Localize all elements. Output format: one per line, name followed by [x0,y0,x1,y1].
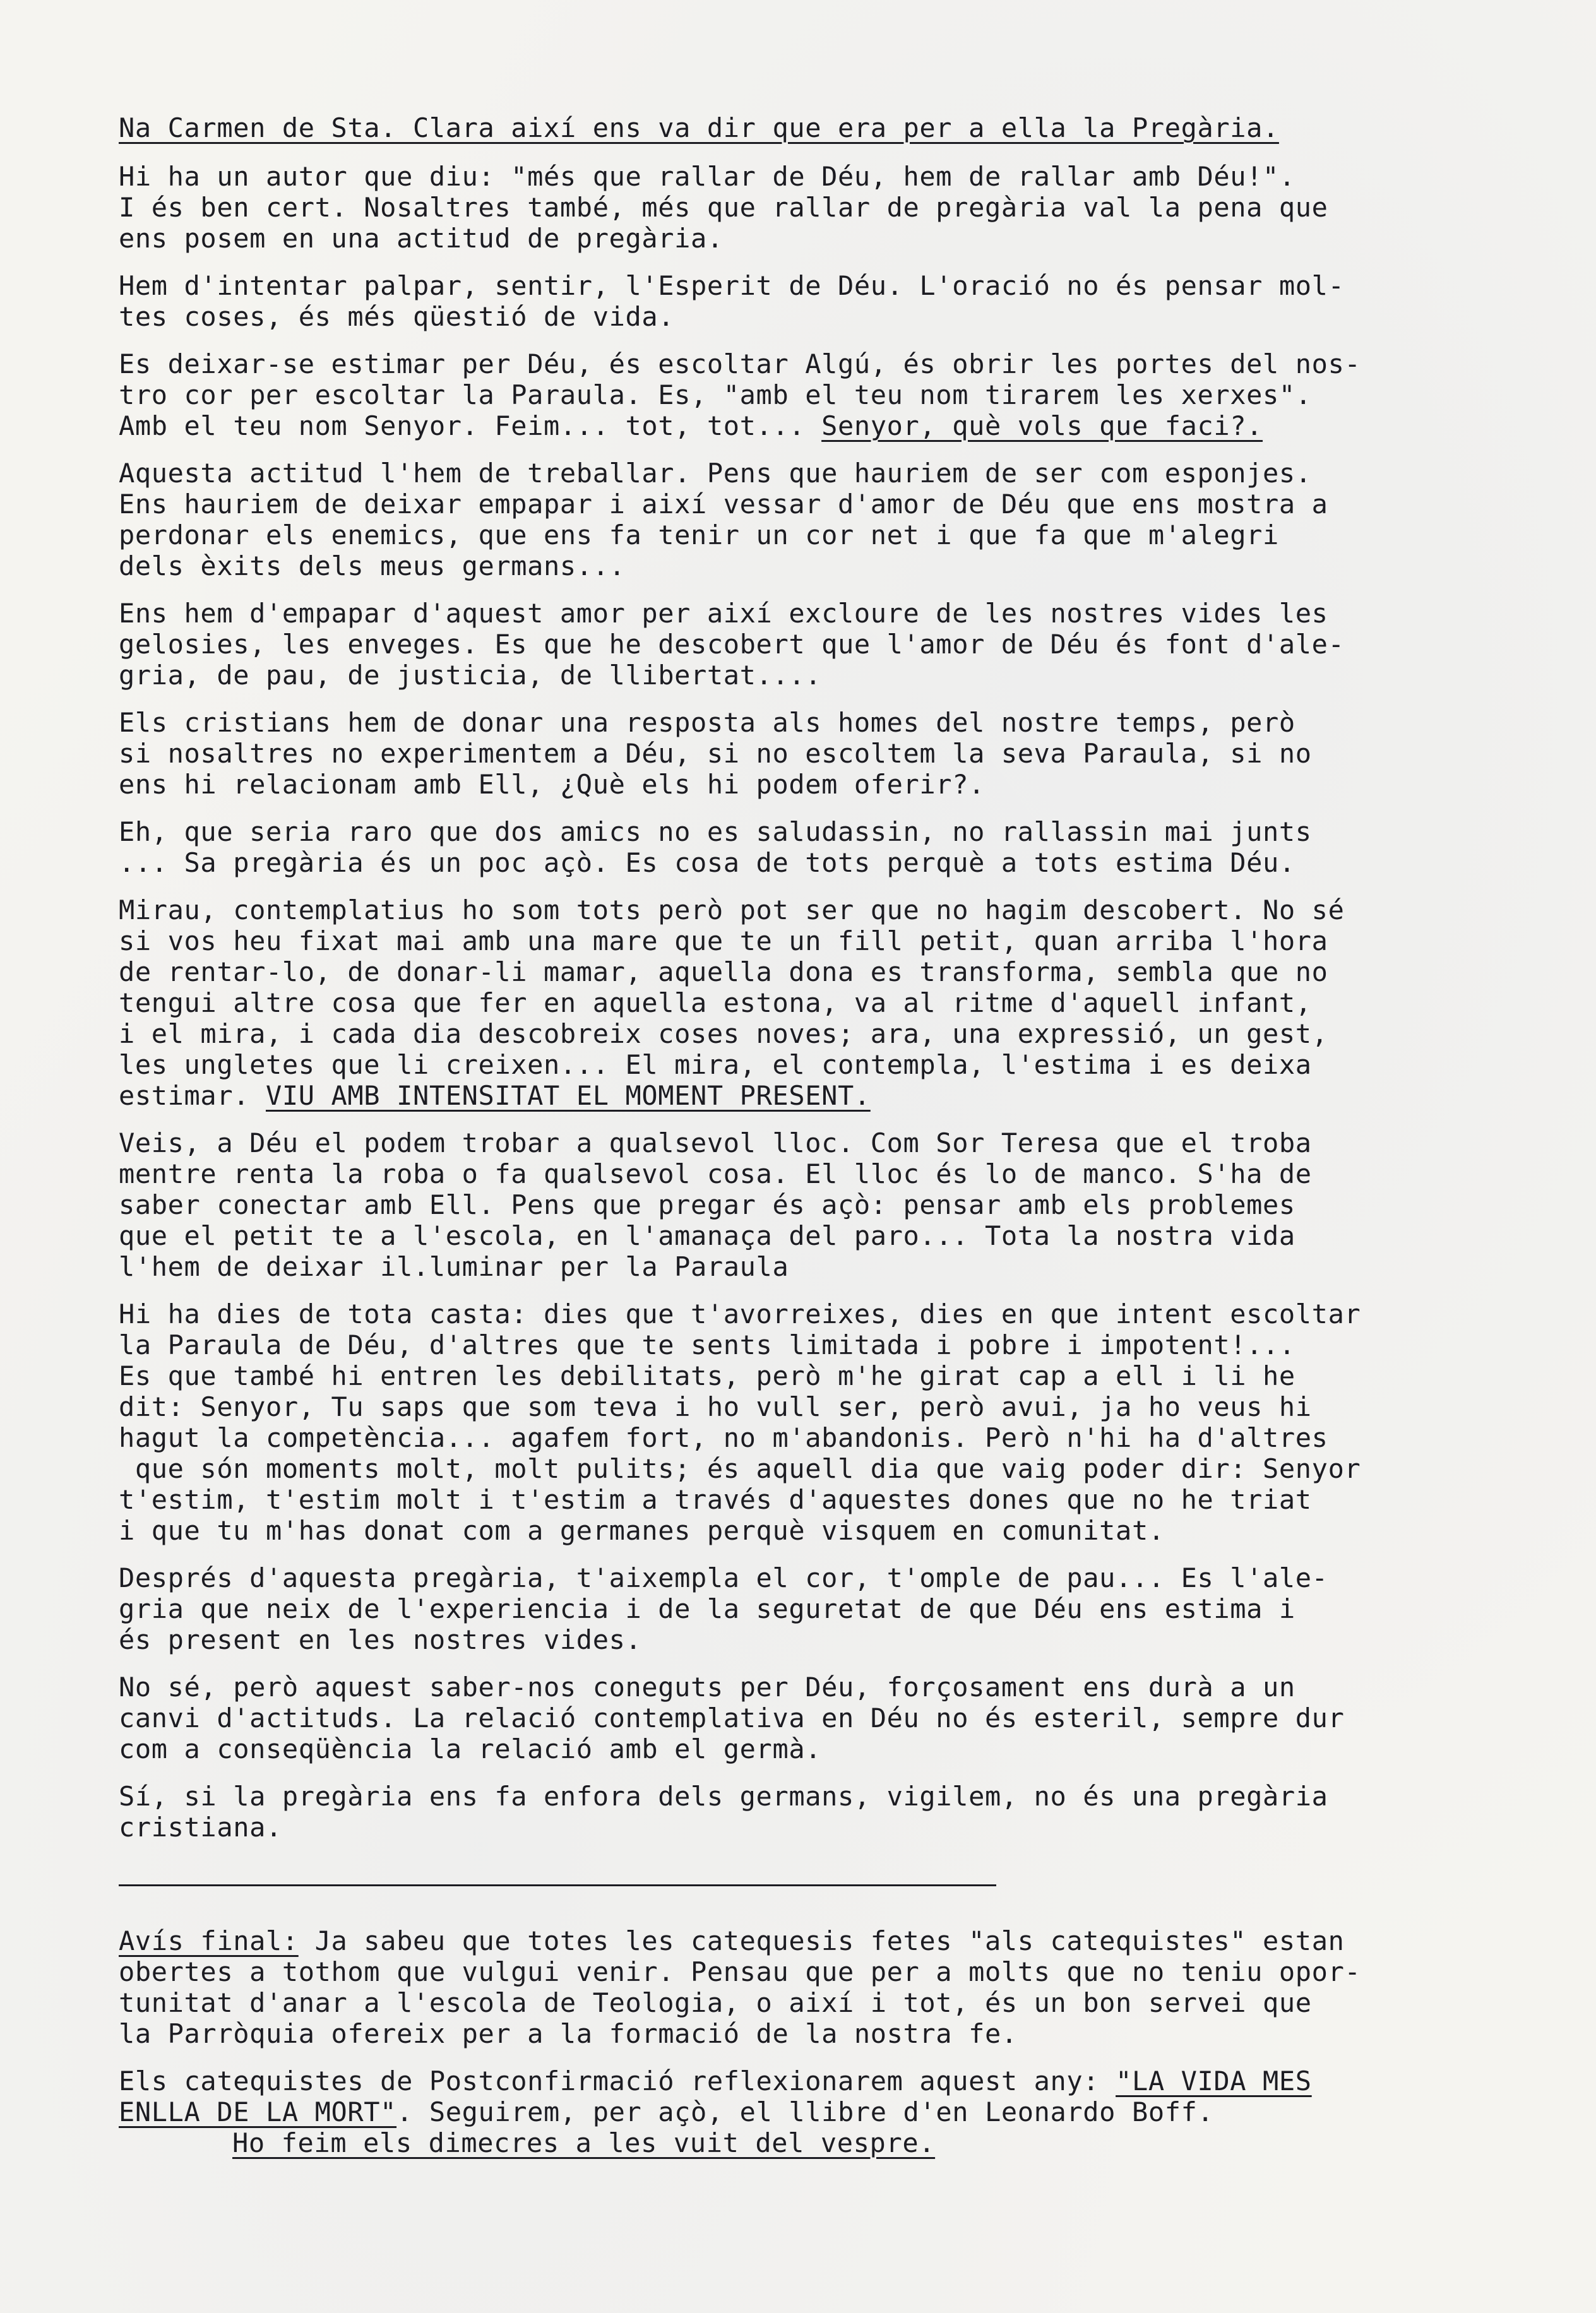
line-text: Mirau, contemplatius ho som tots però pot ser que no hagim descobert. No sé [119,895,1345,925]
text-line [119,629,1571,660]
line-text: si vos heu fixat mai amb una mare que te un fill petit, quan arriba l'hora [119,925,1328,956]
text-line [119,738,1571,769]
text-line [119,987,1571,1018]
notice-line: tunitat d'anar a l'escola de Teologia, o així i tot, és un bon servei que [119,1987,1312,2018]
text-line [119,847,1571,878]
line-text: gria que neix de l'experiencia i de la seguretat de que Déu ens estima i [119,1593,1295,1624]
line-text: mentre renta la roba o fa qualsevol cosa. El lloc és lo de manco. S'ha de [119,1158,1312,1189]
line-text: t'estim, t'estim molt i t'estim a través d'aquestes dones que no he triat [119,1484,1312,1515]
line-text: tro cor per escoltar la Paraula. Es, "amb el teu nom tirarem les xerxes". [119,379,1312,410]
paragraph [119,270,1571,332]
underlined-phrase: VIU AMB INTENSITAT EL MOMENT PRESENT. [265,1080,871,1111]
line-text: Ens hauriem de deixar empapar i així vessar d'amor de Déu que ens mostra a [119,489,1328,520]
text-line [119,1484,1571,1515]
closing-text: Els catequistes de Postconfirmació reflexionarem aquest any: [119,2066,1116,2096]
paragraph [119,816,1571,878]
line-text: i que tu m'has donat com a germanes perquè visquem en comunitat. [119,1515,1165,1546]
line-text: si nosaltres no experimentem a Déu, si no escoltem la seva Paraula, si no [119,738,1312,769]
line-text: de rentar-lo, de donar-li mamar, aquella dona es transforma, sembla que no [119,956,1328,987]
text-line [119,270,1571,301]
line-text: l'hem de deixar il.luminar per la Paraula [119,1251,789,1282]
text-line [119,895,1571,925]
text-line [119,1080,1571,1111]
text-line [119,956,1571,987]
line-text: la Paraula de Déu, d'altres que te sents limitada i pobre i impotent!... [119,1329,1295,1360]
line-text: cristiana. [119,1812,282,1843]
line-text: Hi ha dies de tota casta: dies que t'avorreixes, dies en que intent escoltar [119,1299,1361,1329]
text-line [119,520,1571,550]
text-line [119,1703,1571,1733]
text-line [119,1189,1571,1220]
line-text: gria, de pau, de justicia, de llibertat.... [119,660,822,691]
line-text: Ens hem d'empapar d'aquest amor per així excloure de les nostres vides les [119,598,1328,629]
text-line [119,1781,1571,1812]
line-text: Aquesta actitud l'hem de treballar. Pens que hauriem de ser com esponjes. [119,458,1312,489]
underlined-phrase: Senyor, què vols que faci?. [821,410,1263,441]
line-text: estimar. [119,1080,266,1111]
line-text: Sí, si la pregària ens fa enfora dels germans, vigilem, no és una pregària [119,1781,1328,1812]
notice-first-line [119,1925,1571,1956]
line-text: és present en les nostres vides. [119,1624,642,1655]
line-text: Eh, que seria raro que dos amics no es saludassin, no rallassin mai junts [119,816,1312,847]
line-text: que són moments molt, molt pulits; és aquell dia que vaig poder dir: Senyor [119,1453,1361,1484]
text-line [119,1812,1571,1843]
closing-line [119,2127,1571,2158]
text-line [119,1391,1571,1422]
text-line [119,223,1571,254]
notice-label: Avís final: [119,1925,299,1956]
text-line [119,1329,1571,1360]
text-line [119,1422,1571,1453]
notice-first-line-text: Ja sabeu que totes les catequesis fetes "als catequistes" estan [298,1925,1345,1956]
text-line [119,489,1571,520]
paragraph [119,1672,1571,1764]
line-text: Hem d'intentar palpar, sentir, l'Esperit de Déu. L'oració no és pensar mol- [119,270,1345,301]
line-text: dit: Senyor, Tu saps que som teva i ho vull ser, però avui, ja ho veus hi [119,1391,1312,1422]
line-text: I és ben cert. Nosaltres també, més que rallar de pregària val la pena que [119,192,1328,223]
text-line [119,707,1571,738]
paragraph-list [119,161,1571,1843]
text-line [119,1624,1571,1655]
paragraph [119,458,1571,581]
closing-title-part1: "LA VIDA MES [1116,2066,1312,2096]
text-line [119,379,1571,410]
line-text: hagut la competència... agafem fort, no m'abandonis. Però n'hi ha d'altres [119,1422,1328,1453]
paragraph [119,598,1571,691]
line-text: que el petit te a l'escola, en l'amanaça del paro... Tota la nostra vida [119,1220,1295,1251]
text-line [119,301,1571,332]
text-line [119,925,1571,956]
line-text: ... Sa pregària és un poc açò. Es cosa de tots perquè a tots estima Déu. [119,847,1295,878]
text-line [119,1515,1571,1546]
line-text: saber conectar amb Ell. Pens que pregar és açò: pensar amb els problemes [119,1189,1295,1220]
text-line [119,1127,1571,1158]
line-text: tengui altre cosa que fer en aquella estona, va al ritme d'aquell infant, [119,987,1312,1018]
text-line [119,1158,1571,1189]
text-line [119,458,1571,489]
closing-text: . Seguirem, per açò, el llibre d'en Leonardo Boff. [396,2096,1214,2127]
text-line [119,348,1571,379]
line-text: com a conseqüència la relació amb el germà. [119,1733,822,1764]
closing-schedule: Ho feim els dimecres a les vuit del vespre. [232,2127,936,2158]
paragraph [119,1562,1571,1655]
text-line [119,1733,1571,1764]
line-text: Hi ha un autor que diu: "més que rallar de Déu, hem de rallar amb Déu!". [119,161,1295,192]
text-line [119,1593,1571,1624]
paragraph [119,1127,1571,1282]
text-line [119,1672,1571,1703]
text-line [119,1049,1571,1080]
text-line [119,660,1571,691]
line-text: tes coses, és més qüestió de vida. [119,301,675,332]
closing-notice [119,2066,1571,2158]
text-line [119,816,1571,847]
text-line [119,161,1571,192]
line-text: canvi d'actituds. La relació contemplativa en Déu no és esteril, sempre dur [119,1703,1345,1733]
text-line [119,192,1571,223]
text-line [119,1562,1571,1593]
text-line [119,1453,1571,1484]
paragraph [119,161,1571,254]
paragraph [119,707,1571,800]
line-text: dels èxits dels meus germans... [119,550,626,581]
line-text: i el mira, i cada dia descobreix coses noves; ara, una expressió, un gest, [119,1018,1328,1049]
line-text: Els cristians hem de donar una resposta als homes del nostre temps, però [119,707,1295,738]
paragraph [119,1781,1571,1843]
line-text: Es que també hi entren les debilitats, però m'he girat cap a ell i li he [119,1360,1295,1391]
section-divider [119,1884,996,1886]
line-text: Amb el teu nom Senyor. Feim... tot, tot... [119,410,822,441]
line-text: Després d'aquesta pregària, t'aixempla el cor, t'omple de pau... Es l'ale- [119,1562,1328,1593]
line-text: les ungletes que li creixen... El mira, el contempla, l'estima i es deixa [119,1049,1312,1080]
closing-line [119,2066,1571,2096]
line-text: ens posem en una actitud de pregària. [119,223,724,254]
text-line [119,598,1571,629]
closing-title-part2: ENLLA DE LA MORT" [119,2096,397,2127]
line-text: ens hi relacionam amb Ell, ¿Què els hi podem oferir?. [119,769,985,800]
text-line [119,1251,1571,1282]
text-line [119,1018,1571,1049]
closing-line [119,2096,1571,2127]
text-line [119,769,1571,800]
line-text: Es deixar-se estimar per Déu, és escoltar Algú, és obrir les portes del nos- [119,348,1361,379]
paragraph [119,348,1571,441]
text-line [119,410,1571,441]
notice-line: obertes a tothom que vulgui venir. Pensau que per a molts que no teniu opor- [119,1956,1361,1987]
line-text: No sé, però aquest saber-nos coneguts per Déu, forçosament ens durà a un [119,1672,1295,1703]
notice-line: la Parròquia ofereix per a la formació de la nostra fe. [119,2018,1018,2049]
line-text: perdonar els enemics, que ens fa tenir un cor net i que fa que m'alegri [119,520,1279,550]
text-line [119,550,1571,581]
text-line [119,1299,1571,1329]
paragraph [119,1299,1571,1546]
document-body [119,112,1571,2175]
document-heading: Na Carmen de Sta. Clara així ens va dir que era per a ella la Pregària. [119,112,1279,143]
text-line [119,1360,1571,1391]
text-line [119,1220,1571,1251]
line-text: gelosies, les enveges. Es que he descobert que l'amor de Déu és font d'ale- [119,629,1345,660]
line-text: Veis, a Déu el podem trobar a qualsevol lloc. Com Sor Teresa que el troba [119,1127,1312,1158]
paragraph [119,895,1571,1111]
final-notice [119,1925,1571,2049]
